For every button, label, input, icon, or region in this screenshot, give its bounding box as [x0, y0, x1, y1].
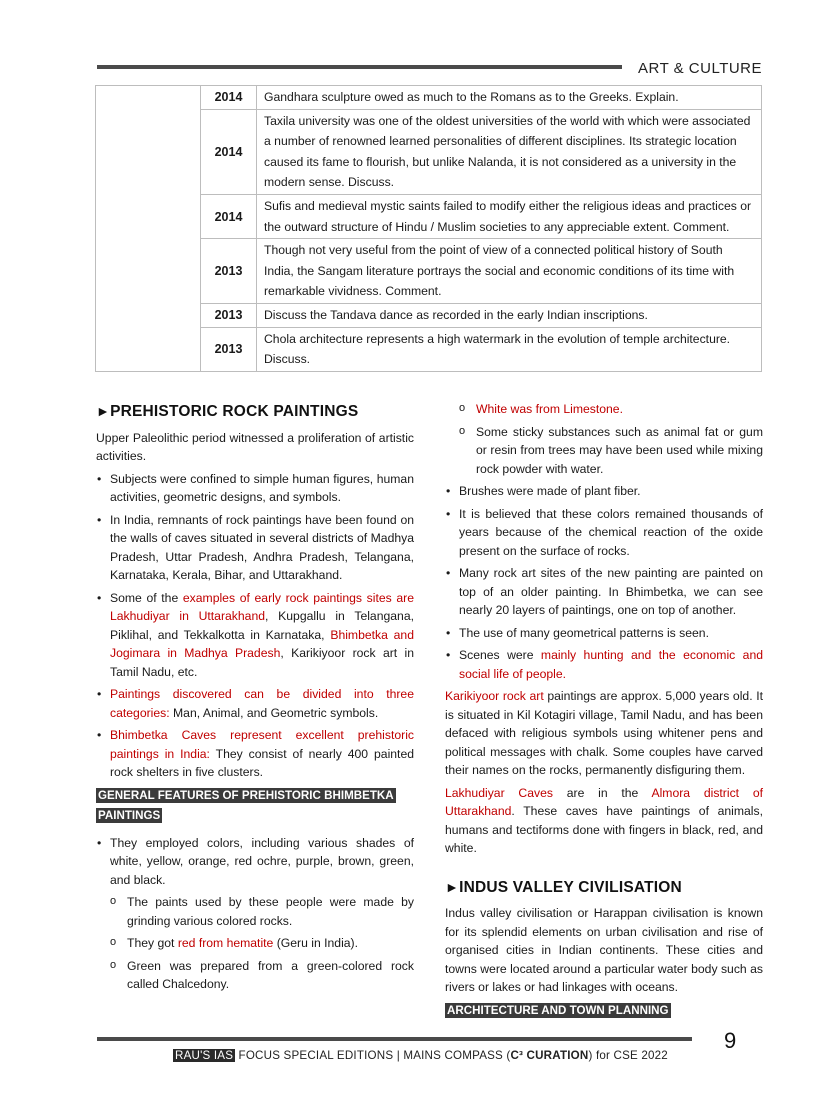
subheading-general-features: GENERAL FEATURES OF PREHISTORIC BHIMBETKA PAINTINGS: [98, 788, 394, 822]
highlight-text: red from hematite: [177, 936, 274, 950]
list-item: • In India, remnants of rock paintings have been found on the walls of caves situated in several districts of Madhya Pradesh, Uttar Pradesh, Andhra Pradesh, Telangana, Karnataka, Kerala, Bihar, and Uttarakhand.: [96, 511, 414, 585]
running-header-title: ART & CULTURE: [638, 60, 763, 77]
highlight-text: Karikiyoor rock art: [445, 689, 544, 703]
question-cell: Taxila university was one of the oldest universities of the world with which were associated a number of renowned learned personalities of different disciplines. Its strategic location caused its fame to flourish, but unlike Nalanda, it is not considered as a university in the modern sense. Discuss.: [257, 109, 762, 194]
list-item: • The use of many geometrical patterns is seen.: [445, 624, 763, 643]
year-cell: 2013: [201, 239, 257, 304]
year-cell: 2014: [201, 194, 257, 238]
year-cell: 2013: [201, 303, 257, 327]
indus-intro-paragraph: Indus valley civilisation or Harappan civilisation is known for its splendid elements on urban civilisation and rise of organised cities in Indian continents. These cities and towns were located around a particular water body such as rivers or lakes or had linkages with oceans.: [445, 906, 763, 994]
sub-list-item: o Green was prepared from a green-colored rock called Chalcedony.: [96, 957, 414, 994]
sub-list-item: [445, 400, 763, 419]
bullet-list: [96, 470, 414, 782]
footer-rule: [97, 1037, 692, 1041]
list-item: • Subjects were confined to simple human figures, human activities, geometric designs, and symbols.: [96, 470, 414, 507]
highlight-text: White was from Limestone.: [476, 402, 623, 416]
triangle-marker-icon: ►: [96, 403, 111, 419]
list-item: • Brushes were made of plant fiber.: [445, 482, 763, 501]
highlight-text: Paintings discovered can be divided into three categories:: [110, 687, 414, 720]
sub-list-item: o The paints used by these people were made by grinding various colored rocks.: [96, 893, 414, 930]
sub-list: [445, 400, 763, 478]
year-cell: 2014: [201, 109, 257, 194]
footer-text: RAU'S IAS FOCUS SPECIAL EDITIONS | MAINS COMPASS (C³ CURATION) for CSE 2022: [175, 1049, 668, 1062]
subheading-architecture: ARCHITECTURE AND TOWN PLANNING: [447, 1003, 669, 1017]
section-heading-prehistoric: ►PREHISTORIC ROCK PAINTINGS: [96, 403, 359, 420]
question-cell: Sufis and medieval mystic saints failed to modify either the religious ideas and practices or the outward structure of Hindu / Muslim societies to any appreciable extent. Comment.: [257, 194, 762, 238]
brand-logo: RAU'S IAS: [175, 1049, 234, 1062]
year-cell: 2013: [201, 327, 257, 371]
highlight-text: examples of early rock paintings sites are Lakhudiyar in Uttarakhand: [110, 590, 414, 623]
section-heading-indus: ►INDUS VALLEY CIVILISATION: [445, 878, 682, 896]
question-cell: Gandhara sculpture owed as much to the Romans as to the Greeks. Explain.: [257, 86, 762, 110]
list-item: • Bhimbetka Caves represent excellent prehistoric paintings in India: They consist of nearly 400 painted rock shelters in five clusters.: [96, 726, 414, 782]
previous-year-questions-table: [95, 85, 762, 372]
list-item: • Many rock art sites of the new painting are painted on top of an older painting. In Bhimbetka, we can see nearly 20 layers of paintings, one on top of another.: [445, 564, 763, 620]
list-item: • Paintings discovered can be divided into three categories: Man, Animal, and Geometric symbols.: [96, 685, 414, 722]
year-cell: 2014: [201, 86, 257, 110]
intro-paragraph: Upper Paleolithic period witnessed a proliferation of artistic activities.: [96, 430, 414, 463]
triangle-marker-icon: ►: [445, 878, 460, 895]
sub-list: [96, 893, 414, 994]
karikiyoor-paragraph: Karikiyoor rock art paintings are approx. 5,000 years old. It is situated in Kil Kotagiri village, Tamil Nadu, and has been defaced with religious symbols using whitener pens and political messages with chalk. Some couples have carved their names on the rocks, permanently disfiguring them.: [445, 689, 763, 777]
question-cell: Chola architecture represents a high watermark in the evolution of temple architecture. Discuss.: [257, 327, 762, 371]
highlight-text: Bhimbetka and Jogimara in Madhya Pradesh: [110, 627, 414, 660]
highlight-text: Lakhudiyar Caves: [445, 785, 553, 800]
sub-list-item: o They got red from hematite (Geru in India).: [96, 934, 414, 953]
bullet-list: [96, 834, 414, 994]
list-item: • Some of the examples of early rock paintings sites are Lakhudiyar in Uttarakhand, Kupgallu in Telangana, Piklihal, and Tekkalkotta in Karnataka, Bhimbetka and Jogimara in Madhya Pradesh, Karikiyoor rock art in Tamil Nadu, etc.: [96, 589, 414, 682]
list-item: • Scenes were mainly hunting and the economic and social life of people.: [445, 646, 763, 683]
header-rule: [97, 65, 622, 69]
sub-list-item: o Some sticky substances such as animal fat or gum or resin from trees may have been used while mixing rock powder with water.: [445, 423, 763, 479]
lakhudiyar-paragraph: Lakhudiyar Caves are in the Almora district of Uttarakhand. These caves have paintings of animals, humans and tectiforms done with fingers in black, red, and white.: [445, 785, 763, 855]
table-row: [96, 86, 762, 110]
list-item: • It is believed that these colors remained thousands of years because of the chemical reaction of the oxide present on the surface of rocks.: [445, 505, 763, 561]
right-column: [445, 400, 763, 1029]
table-blank-cell: [96, 86, 201, 372]
left-column: [96, 400, 414, 998]
list-item: • They employed colors, including various shades of white, yellow, orange, red ochre, purple, brown, green, and black. o The paints used by these people were made by grinding various colored rocks. o They got red from hematite (Geru in India). o Green was prepared from a green-colored rock called Chalcedony.: [96, 834, 414, 994]
page-number: 9: [724, 1028, 737, 1053]
highlight-text: mainly hunting and the economic and social life of people.: [459, 648, 764, 681]
bullet-list: [445, 482, 763, 683]
question-cell: Though not very useful from the point of view of a connected political history of South India, the Sangam literature portrays the social and economic conditions of its time with remarkable vividness. Comment.: [257, 239, 762, 304]
highlight-text: Almora district of Uttarakhand: [445, 785, 763, 818]
highlight-text: Bhimbetka Caves represent excellent prehistoric paintings in India:: [110, 728, 414, 761]
question-cell: Discuss the Tandava dance as recorded in the early Indian inscriptions.: [257, 303, 762, 327]
